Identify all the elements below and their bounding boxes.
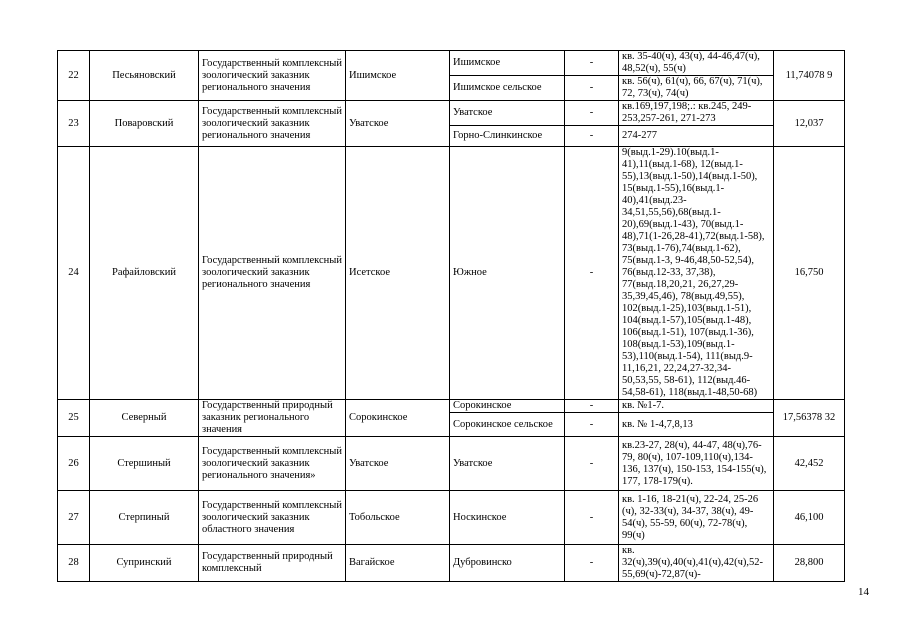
table-row [58,147,845,400]
row-number: 28 [58,545,90,582]
forestry-name: Уватское [450,101,565,126]
table-row [58,545,845,582]
district-name: Уватское [346,101,450,147]
forestry-name: Ишимское сельское [450,76,565,101]
reserve-type: Государственный комплексный зоологический заказник регионального значения [199,101,346,147]
row-number: 23 [58,101,90,147]
forest-blocks: кв. 56(ч), 61(ч), 66, 67(ч), 71(ч), 72, 73(ч), 74(ч) [619,76,774,101]
row-number: 24 [58,147,90,400]
area-value: 17,56378 32 [774,400,845,437]
dash-cell: - [565,491,619,545]
forest-blocks: 274-277 [619,126,774,147]
district-name: Тобольское [346,491,450,545]
reserve-name: Супринский [90,545,199,582]
area-value: 28,800 [774,545,845,582]
reserve-type: Государственный природный заказник регионального значения [199,400,346,437]
dash-cell: - [565,51,619,76]
page-number: 14 [858,586,869,598]
table-row [58,400,845,413]
forestry-name: Горно-Слинкинское [450,126,565,147]
dash-cell: - [565,413,619,437]
forestry-name: Ишимское [450,51,565,76]
row-number: 26 [58,437,90,491]
area-value: 46,100 [774,491,845,545]
forestry-name: Южное [450,147,565,400]
forest-blocks: кв. 35-40(ч), 43(ч), 44-46,47(ч), 48,52(ч), 55(ч) [619,51,774,76]
district-name: Сорокинское [346,400,450,437]
reserve-type: Государственный комплексный зоологический заказник регионального значения» [199,437,346,491]
district-name: Вагайское [346,545,450,582]
reserve-type: Государственный комплексный зоологический заказник регионального значения [199,51,346,101]
area-value: 12,037 [774,101,845,147]
forest-blocks: кв. 32(ч),39(ч),40(ч),41(ч),42(ч),52-55,69(ч)-72,87(ч)- [619,545,774,582]
forest-blocks: кв.23-27, 28(ч), 44-47, 48(ч),76-79, 80(ч), 107-109,110(ч),134-136, 137(ч), 150-153, 154-155(ч), 177, 178-179(ч). [619,437,774,491]
protected-areas-table [57,50,845,582]
district-name: Уватское [346,437,450,491]
row-number: 22 [58,51,90,101]
reserve-name: Стерпиный [90,491,199,545]
reserve-name: Стершиный [90,437,199,491]
dash-cell: - [565,147,619,400]
table-row [58,101,845,126]
dash-cell: - [565,437,619,491]
table-row [58,491,845,545]
forestry-name: Сорокинское [450,400,565,413]
district-name: Исетское [346,147,450,400]
reserve-name: Рафайловский [90,147,199,400]
reserve-name: Поваровский [90,101,199,147]
table-row [58,437,845,491]
forest-blocks: кв. 1-16, 18-21(ч), 22-24, 25-26 (ч), 32-33(ч), 34-37, 38(ч), 49-54(ч), 55-59, 60(ч), 72-78(ч), 99(ч) [619,491,774,545]
forest-blocks: 9(выд.1-29).10(выд.1-41),11(выд.1-68), 12(выд.1-55),13(выд.1-50),14(выд.1-50), 15(выд.1-55),16(выд.1-40),41(выд.23-34,51,55,56),68(выд.1-20),69(выд.1-43), 70(выд.1-48),71(1-26,28-41),72(выд.1-58), 73(выд.1-76),74(выд.1-62), 75(выд.1-3, 9-46,48,50-52,54), 76(выд.12-33, 37,38), 77(выд.18,20,21, 26,27,29-35,39,45,46), 78(выд.49,55), 102(выд.1-25),103(выд.1-51), 104(выд.1-57),105(выд.1-48), 106(выд.1-51), 107(выд.1-36), 108(выд.1-53),109(выд.1-53),110(выд.1-54), 111(выд.9-11,16,21, 22,24,27-32,34-50,53,55, 58-61), 112(выд.46-54,58-61), 118(выд.1-48,50-68) [619,147,774,400]
reserve-type: Государственный комплексный зоологический заказник регионального значения [199,147,346,400]
forestry-name: Сорокинское сельское [450,413,565,437]
area-value: 42,452 [774,437,845,491]
forest-blocks: кв. № 1-4,7,8,13 [619,413,774,437]
dash-cell: - [565,76,619,101]
forest-blocks: кв. №1-7. [619,400,774,413]
district-name: Ишимское [346,51,450,101]
dash-cell: - [565,126,619,147]
row-number: 27 [58,491,90,545]
reserve-name: Песьяновский [90,51,199,101]
dash-cell: - [565,400,619,413]
forestry-name: Уватское [450,437,565,491]
reserve-name: Северный [90,400,199,437]
area-value: 11,74078 9 [774,51,845,101]
forestry-name: Носкинское [450,491,565,545]
table-row [58,51,845,76]
forestry-name: Дубровинско [450,545,565,582]
dash-cell: - [565,101,619,126]
reserve-type: Государственный природный комплексный [199,545,346,582]
row-number: 25 [58,400,90,437]
dash-cell: - [565,545,619,582]
forest-blocks: кв.169,197,198;.: кв.245, 249-253,257-261, 271-273 [619,101,774,126]
area-value: 16,750 [774,147,845,400]
reserve-type: Государственный комплексный зоологический заказник областного значения [199,491,346,545]
